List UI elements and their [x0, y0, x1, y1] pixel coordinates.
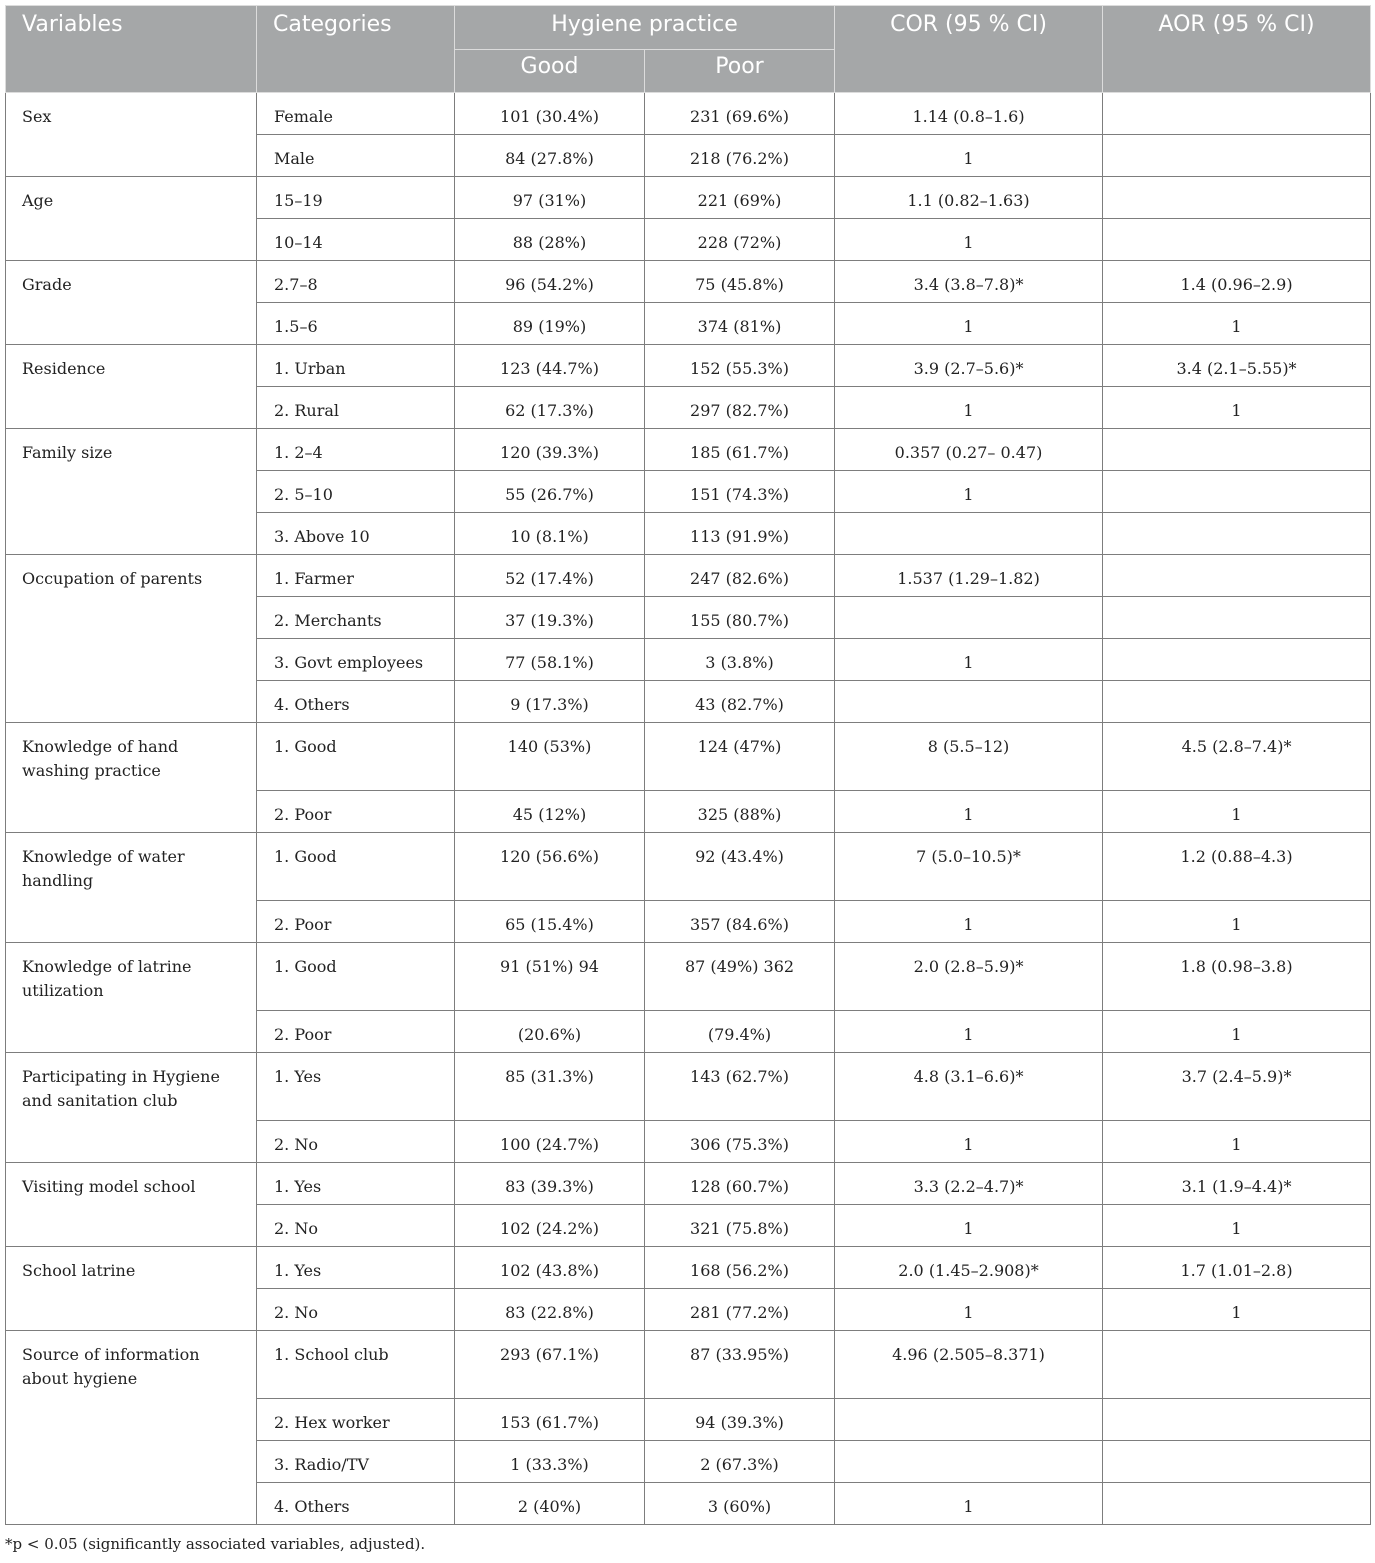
category-cell: Male — [257, 135, 455, 177]
header-categories: Categories — [257, 6, 455, 93]
good-cell: 10 (8.1%) — [455, 513, 645, 555]
good-cell: 101 (30.4%) — [455, 93, 645, 135]
category-cell: 4. Others — [257, 681, 455, 723]
good-cell: 140 (53%) — [455, 723, 645, 791]
aor-cell: 1 — [1103, 303, 1371, 345]
good-cell: 55 (26.7%) — [455, 471, 645, 513]
poor-cell: 128 (60.7%) — [645, 1163, 835, 1205]
variable-cell: Source of information about hygiene — [6, 1331, 257, 1525]
good-cell: 62 (17.3%) — [455, 387, 645, 429]
good-cell: 83 (22.8%) — [455, 1289, 645, 1331]
aor-cell: 1 — [1103, 1011, 1371, 1053]
aor-cell — [1103, 681, 1371, 723]
poor-cell: 218 (76.2%) — [645, 135, 835, 177]
category-cell: 10–14 — [257, 219, 455, 261]
poor-cell: 357 (84.6%) — [645, 901, 835, 943]
table-body — [6, 93, 1371, 1525]
cor-cell: 4.96 (2.505–8.371) — [835, 1331, 1103, 1399]
aor-cell — [1103, 1331, 1371, 1399]
cor-cell: 3.3 (2.2–4.7)* — [835, 1163, 1103, 1205]
cor-cell: 2.0 (1.45–2.908)* — [835, 1247, 1103, 1289]
cor-cell: 3.9 (2.7–5.6)* — [835, 345, 1103, 387]
poor-cell: 228 (72%) — [645, 219, 835, 261]
table-container — [5, 5, 1370, 1553]
cor-cell: 1 — [835, 639, 1103, 681]
header-hygiene-practice: Hygiene practice — [455, 6, 835, 50]
table-row — [6, 833, 1371, 901]
aor-cell: 1.4 (0.96–2.9) — [1103, 261, 1371, 303]
header-good: Good — [455, 50, 645, 93]
category-cell: 1. Urban — [257, 345, 455, 387]
good-cell: 9 (17.3%) — [455, 681, 645, 723]
variable-cell: Occupation of parents — [6, 555, 257, 723]
variable-cell: Knowledge of hand washing practice — [6, 723, 257, 833]
aor-cell: 1.2 (0.88–4.3) — [1103, 833, 1371, 901]
cor-cell — [835, 597, 1103, 639]
poor-cell: 374 (81%) — [645, 303, 835, 345]
aor-cell: 1 — [1103, 387, 1371, 429]
poor-cell: 281 (77.2%) — [645, 1289, 835, 1331]
table-row — [6, 429, 1371, 471]
category-cell: 2.7–8 — [257, 261, 455, 303]
table-row — [6, 555, 1371, 597]
category-cell: 1. Good — [257, 833, 455, 901]
poor-cell: 155 (80.7%) — [645, 597, 835, 639]
good-cell: 120 (39.3%) — [455, 429, 645, 471]
aor-cell — [1103, 93, 1371, 135]
good-cell: 45 (12%) — [455, 791, 645, 833]
table-row — [6, 1053, 1371, 1121]
poor-cell: 143 (62.7%) — [645, 1053, 835, 1121]
category-cell: 3. Radio/TV — [257, 1441, 455, 1483]
good-cell: 102 (24.2%) — [455, 1205, 645, 1247]
category-cell: 4. Others — [257, 1483, 455, 1525]
category-cell: 2. Poor — [257, 791, 455, 833]
category-cell: 2. No — [257, 1205, 455, 1247]
category-cell: 2. Rural — [257, 387, 455, 429]
good-cell: 83 (39.3%) — [455, 1163, 645, 1205]
good-cell: 2 (40%) — [455, 1483, 645, 1525]
category-cell: 2. Hex worker — [257, 1399, 455, 1441]
aor-cell: 3.7 (2.4–5.9)* — [1103, 1053, 1371, 1121]
header-cor: COR (95 % CI) — [835, 6, 1103, 93]
good-cell: 91 (51%) 94 — [455, 943, 645, 1011]
cor-cell: 1 — [835, 219, 1103, 261]
good-cell: 84 (27.8%) — [455, 135, 645, 177]
good-cell: 97 (31%) — [455, 177, 645, 219]
poor-cell: 297 (82.7%) — [645, 387, 835, 429]
table-row — [6, 1331, 1371, 1399]
good-cell: 65 (15.4%) — [455, 901, 645, 943]
category-cell: 1.5–6 — [257, 303, 455, 345]
poor-cell: 87 (49%) 362 — [645, 943, 835, 1011]
poor-cell: 43 (82.7%) — [645, 681, 835, 723]
good-cell: 52 (17.4%) — [455, 555, 645, 597]
poor-cell: 124 (47%) — [645, 723, 835, 791]
good-cell: 293 (67.1%) — [455, 1331, 645, 1399]
variable-cell: Knowledge of water handling — [6, 833, 257, 943]
aor-cell — [1103, 555, 1371, 597]
poor-cell: 306 (75.3%) — [645, 1121, 835, 1163]
aor-cell — [1103, 471, 1371, 513]
cor-cell: 1.14 (0.8–1.6) — [835, 93, 1103, 135]
good-cell: 37 (19.3%) — [455, 597, 645, 639]
table-row — [6, 1247, 1371, 1289]
good-cell: 77 (58.1%) — [455, 639, 645, 681]
category-cell: 1. Yes — [257, 1247, 455, 1289]
category-cell: 2. No — [257, 1289, 455, 1331]
cor-cell: 1 — [835, 471, 1103, 513]
table-row — [6, 1163, 1371, 1205]
category-cell: 1. Yes — [257, 1053, 455, 1121]
category-cell: Female — [257, 93, 455, 135]
variable-cell: Grade — [6, 261, 257, 345]
variable-cell: Participating in Hygiene and sanitation club — [6, 1053, 257, 1163]
poor-cell: 152 (55.3%) — [645, 345, 835, 387]
aor-cell — [1103, 135, 1371, 177]
poor-cell: 325 (88%) — [645, 791, 835, 833]
cor-cell: 1 — [835, 135, 1103, 177]
category-cell: 2. No — [257, 1121, 455, 1163]
good-cell: 1 (33.3%) — [455, 1441, 645, 1483]
good-cell: (20.6%) — [455, 1011, 645, 1053]
category-cell: 3. Govt employees — [257, 639, 455, 681]
cor-cell: 4.8 (3.1–6.6)* — [835, 1053, 1103, 1121]
aor-cell — [1103, 1441, 1371, 1483]
variable-cell: Family size — [6, 429, 257, 555]
table-row — [6, 723, 1371, 791]
aor-cell — [1103, 1483, 1371, 1525]
good-cell: 85 (31.3%) — [455, 1053, 645, 1121]
cor-cell: 1 — [835, 1483, 1103, 1525]
cor-cell: 1 — [835, 901, 1103, 943]
poor-cell: 168 (56.2%) — [645, 1247, 835, 1289]
cor-cell: 1 — [835, 387, 1103, 429]
variable-cell: Knowledge of latrine utilization — [6, 943, 257, 1053]
aor-cell: 3.1 (1.9–4.4)* — [1103, 1163, 1371, 1205]
aor-cell — [1103, 639, 1371, 681]
aor-cell: 3.4 (2.1–5.55)* — [1103, 345, 1371, 387]
good-cell: 120 (56.6%) — [455, 833, 645, 901]
cor-cell: 3.4 (3.8–7.8)* — [835, 261, 1103, 303]
table-row — [6, 93, 1371, 135]
poor-cell: 92 (43.4%) — [645, 833, 835, 901]
cor-cell: 1 — [835, 1205, 1103, 1247]
category-cell: 2. 5–10 — [257, 471, 455, 513]
table-row — [6, 345, 1371, 387]
category-cell: 2. Poor — [257, 1011, 455, 1053]
variable-cell: Sex — [6, 93, 257, 177]
cor-cell: 1 — [835, 791, 1103, 833]
header-aor: AOR (95 % CI) — [1103, 6, 1371, 93]
good-cell: 123 (44.7%) — [455, 345, 645, 387]
aor-cell — [1103, 597, 1371, 639]
table-row — [6, 177, 1371, 219]
category-cell: 1. 2–4 — [257, 429, 455, 471]
category-cell: 1. Good — [257, 943, 455, 1011]
poor-cell: 231 (69.6%) — [645, 93, 835, 135]
poor-cell: 113 (91.9%) — [645, 513, 835, 555]
good-cell: 100 (24.7%) — [455, 1121, 645, 1163]
aor-cell — [1103, 219, 1371, 261]
aor-cell — [1103, 177, 1371, 219]
aor-cell: 1 — [1103, 791, 1371, 833]
cor-cell: 1 — [835, 303, 1103, 345]
cor-cell: 8 (5.5–12) — [835, 723, 1103, 791]
good-cell: 102 (43.8%) — [455, 1247, 645, 1289]
good-cell: 153 (61.7%) — [455, 1399, 645, 1441]
poor-cell: 87 (33.95%) — [645, 1331, 835, 1399]
aor-cell — [1103, 429, 1371, 471]
cor-cell: 1.537 (1.29–1.82) — [835, 555, 1103, 597]
aor-cell — [1103, 1399, 1371, 1441]
aor-cell — [1103, 513, 1371, 555]
category-cell: 1. Good — [257, 723, 455, 791]
poor-cell: 75 (45.8%) — [645, 261, 835, 303]
poor-cell: 3 (3.8%) — [645, 639, 835, 681]
category-cell: 1. School club — [257, 1331, 455, 1399]
cor-cell: 7 (5.0–10.5)* — [835, 833, 1103, 901]
category-cell: 1. Farmer — [257, 555, 455, 597]
variable-cell: Age — [6, 177, 257, 261]
cor-cell — [835, 513, 1103, 555]
cor-cell — [835, 1399, 1103, 1441]
aor-cell: 1 — [1103, 1121, 1371, 1163]
category-cell: 2. Merchants — [257, 597, 455, 639]
cor-cell — [835, 1441, 1103, 1483]
hygiene-practice-table — [5, 5, 1371, 1525]
poor-cell: 3 (60%) — [645, 1483, 835, 1525]
category-cell: 1. Yes — [257, 1163, 455, 1205]
poor-cell: 2 (67.3%) — [645, 1441, 835, 1483]
poor-cell: 321 (75.8%) — [645, 1205, 835, 1247]
cor-cell: 0.357 (0.27– 0.47) — [835, 429, 1103, 471]
aor-cell: 1 — [1103, 1289, 1371, 1331]
poor-cell: 94 (39.3%) — [645, 1399, 835, 1441]
header-poor: Poor — [645, 50, 835, 93]
poor-cell: 151 (74.3%) — [645, 471, 835, 513]
table-header — [6, 6, 1371, 93]
cor-cell — [835, 681, 1103, 723]
aor-cell: 1.7 (1.01–2.8) — [1103, 1247, 1371, 1289]
cor-cell: 1 — [835, 1289, 1103, 1331]
poor-cell: 247 (82.6%) — [645, 555, 835, 597]
poor-cell: 185 (61.7%) — [645, 429, 835, 471]
cor-cell: 1.1 (0.82–1.63) — [835, 177, 1103, 219]
table-row — [6, 943, 1371, 1011]
aor-cell: 1 — [1103, 901, 1371, 943]
variable-cell: School latrine — [6, 1247, 257, 1331]
poor-cell: 221 (69%) — [645, 177, 835, 219]
aor-cell: 1.8 (0.98–3.8) — [1103, 943, 1371, 1011]
cor-cell: 1 — [835, 1121, 1103, 1163]
header-variables: Variables — [6, 6, 257, 93]
cor-cell: 2.0 (2.8–5.9)* — [835, 943, 1103, 1011]
variable-cell: Residence — [6, 345, 257, 429]
table-row — [6, 261, 1371, 303]
good-cell: 89 (19%) — [455, 303, 645, 345]
poor-cell: (79.4%) — [645, 1011, 835, 1053]
category-cell: 2. Poor — [257, 901, 455, 943]
category-cell: 15–19 — [257, 177, 455, 219]
variable-cell: Visiting model school — [6, 1163, 257, 1247]
category-cell: 3. Above 10 — [257, 513, 455, 555]
good-cell: 96 (54.2%) — [455, 261, 645, 303]
aor-cell: 1 — [1103, 1205, 1371, 1247]
cor-cell: 1 — [835, 1011, 1103, 1053]
aor-cell: 4.5 (2.8–7.4)* — [1103, 723, 1371, 791]
good-cell: 88 (28%) — [455, 219, 645, 261]
footnote: *p < 0.05 (significantly associated variables, adjusted). — [5, 1535, 426, 1553]
